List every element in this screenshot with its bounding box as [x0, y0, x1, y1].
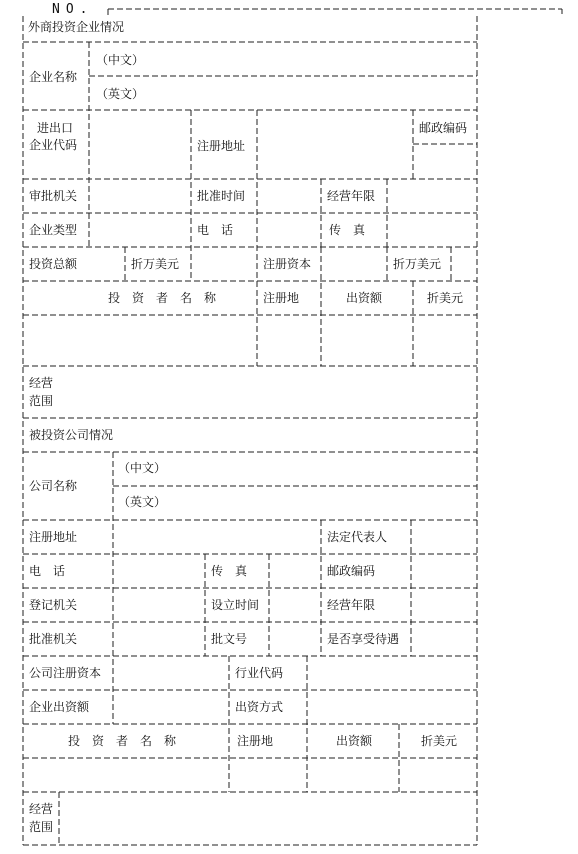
establish-time-label: 设立时间 — [211, 598, 260, 612]
preferential-treatment-label: 是否享受待遇 — [327, 632, 400, 646]
total-investment-label: 投资总额 — [29, 257, 78, 271]
foreign-scope-label-line2: 范围 — [29, 394, 54, 408]
invested-approval-authority-label: 批准机关 — [29, 632, 78, 646]
approval-number-label: 批文号 — [211, 632, 248, 646]
invested-scope-label-line2: 范围 — [29, 820, 54, 834]
vertical-rules — [59, 42, 451, 845]
contribution-method-label: 出资方式 — [235, 700, 284, 714]
invested-business-term-label: 经营年限 — [327, 598, 376, 612]
approval-authority-label: 审批机关 — [29, 189, 78, 203]
company-name-english-label: （英文） — [118, 495, 167, 509]
io-code-label-line2: 企业代码 — [29, 138, 78, 152]
invested-investor-usd-header: 折美元 — [421, 734, 458, 748]
company-name-chinese-label: （中文） — [118, 461, 167, 475]
registration-authority-label: 登记机关 — [29, 598, 78, 612]
legal-rep-label: 法定代表人 — [327, 530, 388, 544]
enterprise-name-label: 企业名称 — [29, 70, 78, 84]
company-reg-capital-label: 公司注册资本 — [29, 666, 102, 680]
foreign-investor-amount-header: 出资额 — [346, 291, 383, 305]
invested-reg-address-label: 注册地址 — [29, 530, 78, 544]
foreign-investor-usd-header: 折美元 — [427, 291, 464, 305]
foreign-reg-capital-label: 注册资本 — [263, 257, 312, 271]
industry-code-label: 行业代码 — [235, 666, 284, 680]
reg-capital-usd-label: 折万美元 — [393, 257, 442, 271]
enterprise-name-english-label: （英文） — [96, 87, 145, 101]
foreign-business-term-label: 经营年限 — [327, 189, 376, 203]
foreign-postal-code-label: 邮政编码 — [419, 121, 468, 135]
invested-postal-code-label: 邮政编码 — [327, 564, 376, 578]
foreign-investor-reg-place-header: 注册地 — [263, 291, 300, 305]
foreign-phone-label: 电 话 — [197, 223, 234, 237]
enterprise-contribution-label: 企业出资额 — [29, 700, 90, 714]
foreign-scope-label-line1: 经营 — [29, 376, 54, 390]
form-outer-border — [23, 9, 562, 845]
enterprise-type-label: 企业类型 — [29, 223, 78, 237]
section-invested-title: 被投资公司情况 — [29, 428, 114, 442]
invested-investor-amount-header: 出资额 — [336, 734, 373, 748]
foreign-fax-label: 传 真 — [329, 223, 366, 237]
invested-investor-name-header: 投 资 者 名 称 — [68, 734, 177, 748]
total-investment-usd-label: 折万美元 — [131, 257, 180, 271]
invested-scope-label-line1: 经营 — [29, 802, 54, 816]
invested-phone-label: 电 话 — [29, 564, 66, 578]
invested-investor-reg-place-header: 注册地 — [237, 734, 274, 748]
company-name-label: 公司名称 — [29, 479, 78, 493]
section-foreign-title: 外商投资企业情况 — [28, 20, 125, 34]
io-code-label-line1: 进出口 — [37, 121, 74, 135]
form-number-label: NO. — [52, 2, 94, 17]
foreign-investor-name-header: 投 资 者 名 称 — [108, 291, 217, 305]
foreign-reg-address-label: 注册地址 — [197, 139, 246, 153]
enterprise-name-chinese-label: （中文） — [96, 53, 145, 67]
approval-time-label: 批准时间 — [197, 189, 246, 203]
invested-fax-label: 传 真 — [211, 564, 248, 578]
